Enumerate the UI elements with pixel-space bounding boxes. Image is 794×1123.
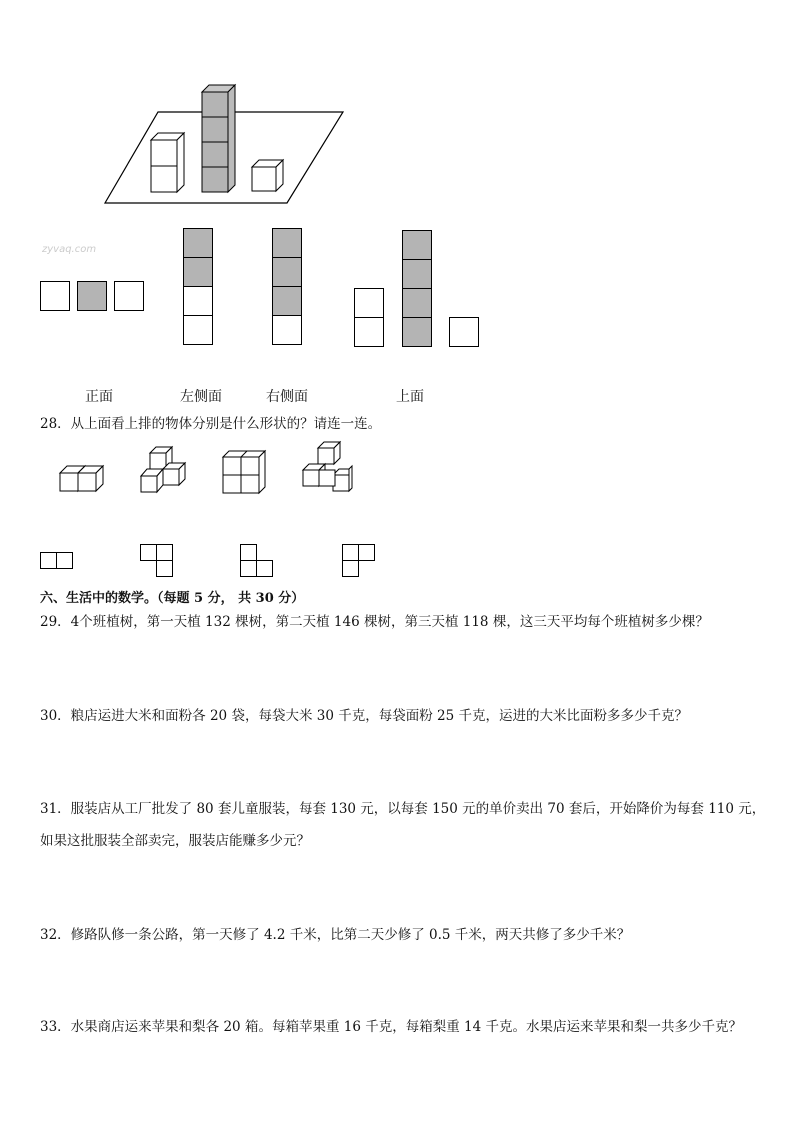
label-front: 正面 — [85, 389, 113, 405]
object-1 — [55, 458, 115, 498]
watermark-text: zyvaq.com — [42, 244, 97, 255]
question-31-line-2: 如果这批服装全部卖完，服装店能赚多少元？ — [40, 833, 310, 849]
top-view-shape-4 — [342, 544, 382, 584]
top-view-shape-3 — [240, 544, 280, 584]
view-top-right — [449, 317, 481, 349]
white-cube-stack — [151, 133, 184, 192]
question-29: 29．4个班植树，第一天植 132 棵树，第二天植 146 棵树，第三天植 118 棵，这三天平均每个班植树多少棵？ — [40, 614, 709, 630]
label-right-side: 右侧面 — [266, 389, 308, 405]
label-top: 上面 — [396, 389, 424, 405]
section-6-title: 六、生活中的数学。（每题 5 分， 共 30 分） — [40, 591, 305, 606]
question-30: 30．粮店运进大米和面粉各 20 袋，每袋大米 30 千克，每袋面粉 25 千克，运进的大米比面粉多多少千克？ — [40, 708, 688, 724]
gray-cube-stack — [202, 85, 235, 192]
single-white-cube — [252, 160, 283, 191]
cube-arrangement-figure — [100, 80, 360, 210]
view-right — [272, 228, 304, 348]
view-front — [40, 281, 150, 313]
question-32: 32．修路队修一条公路，第一天修了 4.2 千米，比第二天少修了 0.5 千米，两天共修了多少千米？ — [40, 927, 631, 943]
question-31-line-1: 31．服装店从工厂批发了 80 套儿童服装，每套 130 元，以每套 150 元的单价卖出 70 套后，开始降价为每套 110 元， — [40, 801, 766, 817]
object-4 — [300, 440, 360, 495]
object-2 — [136, 445, 196, 500]
top-view-shape-2 — [140, 544, 180, 584]
top-view-shape-1 — [40, 552, 80, 574]
view-top-middle — [402, 230, 434, 350]
view-left — [183, 228, 215, 348]
object-3 — [221, 449, 271, 497]
label-left-side: 左侧面 — [180, 389, 222, 405]
question-33: 33．水果商店运来苹果和梨各 20 箱。每箱苹果重 16 千克，每箱梨重 14 千克。水果店运来苹果和梨一共多少千克？ — [40, 1019, 742, 1035]
view-top-left — [354, 288, 386, 350]
question-28: 28．从上面看上排的物体分别是什么形状的？请连一连。 — [40, 416, 382, 432]
